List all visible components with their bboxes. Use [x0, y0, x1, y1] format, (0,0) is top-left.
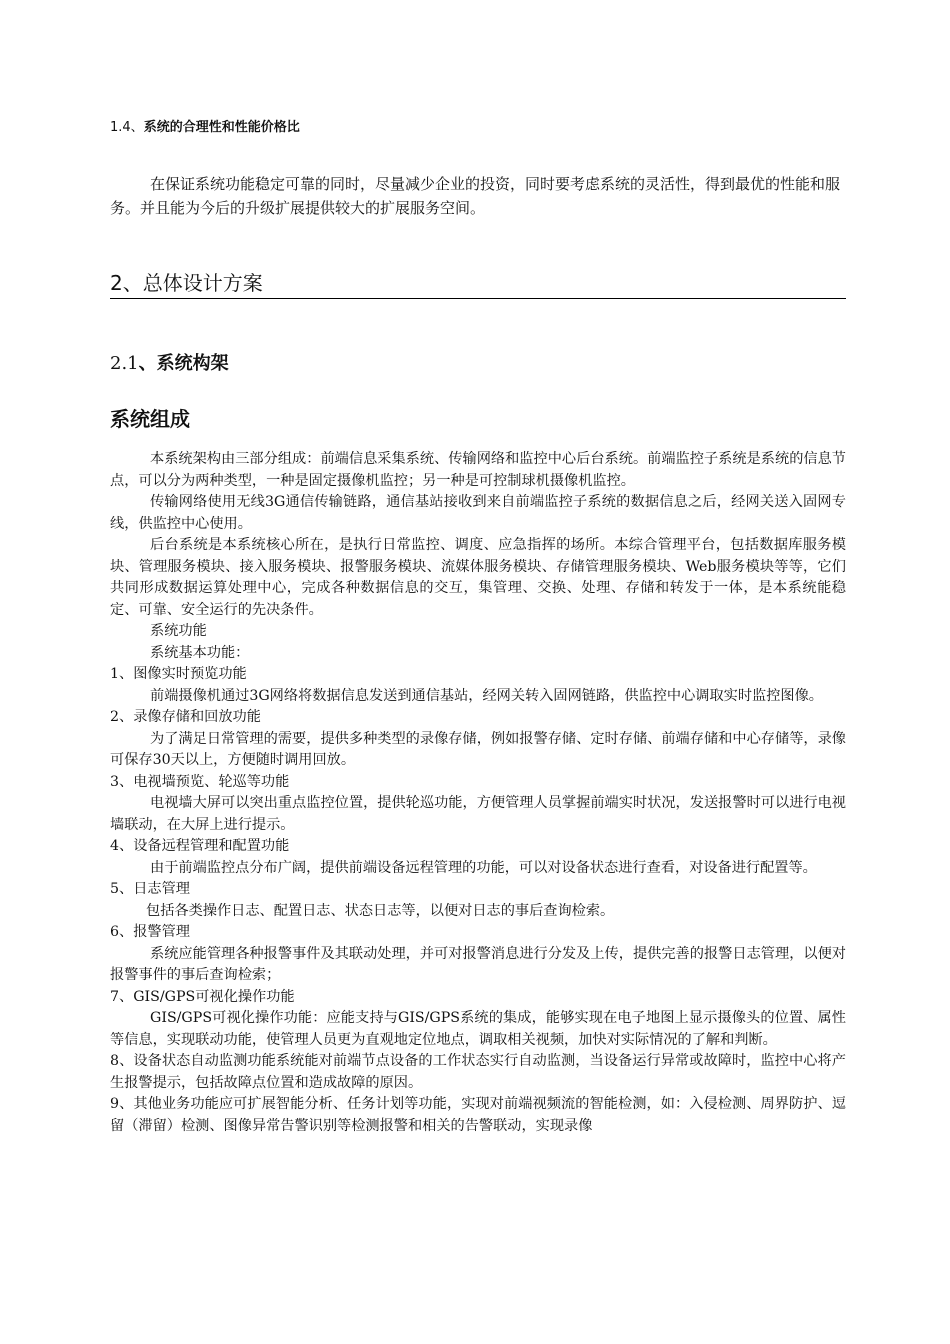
body-paragraph: 为了满足日常管理的需要，提供多种类型的录像存储，例如报警存储、定时存储、前端存储和中心存储等，录像可保存30天以上，方便随时调用回放。 — [110, 730, 846, 768]
section-2-heading: 2、总体设计方案 — [110, 268, 846, 299]
intro-paragraph: 在保证系统功能稳定可靠的同时，尽量减少企业的投资，同时要考虑系统的灵活性，得到最优的性能和服务。并且能为今后的升级扩展提供较大的扩展服务空间。 — [110, 175, 841, 217]
body-paragraph: 传输网络使用无线3G通信传输链路，通信基站接收到来自前端监控子系统的数据信息之后，经网关送入固网专线，供监控中心使用。 — [110, 494, 846, 532]
system-composition-heading: 系统组成 — [110, 407, 190, 431]
body-paragraph: 6、报警管理 — [110, 924, 190, 940]
body-paragraph: 5、日志管理 — [110, 881, 190, 897]
body-paragraph: 3、电视墙预览、轮巡等功能 — [110, 773, 290, 790]
body-paragraph: 前端摄像机通过3G网络将数据信息发送到通信基站，经网关转入固网链路，供监控中心调取实时监控图像。 — [150, 687, 823, 704]
body-paragraph: 本系统架构由三部分组成：前端信息采集系统、传输网络和监控中心后台系统。前端监控子系统是系统的信息节点，可以分为两种类型，一种是固定摄像机监控；另一种是可控制球机摄像机监控。 — [110, 451, 846, 489]
section-2-1-heading — [110, 350, 229, 378]
body-text — [110, 449, 846, 1137]
section-2-1-title: 、系统构架 — [138, 353, 229, 374]
body-paragraph: 8、设备状态自动监测功能系统能对前端节点设备的工作状态实行自动监测，当设备运行异常或故障时，监控中心将产生报警提示，包括故障点位置和造成故障的原因。 — [110, 1053, 846, 1091]
section-1-4-number: 1.4、 — [110, 120, 144, 135]
body-paragraph: 9、其他业务功能应可扩展智能分析、任务计划等功能，实现对前端视频流的智能检测，如：入侵检测、周界防护、逗留（滞留）检测、图像异常告警识别等检测报警和相关的告警联动，实现录像 — [110, 1096, 846, 1134]
body-paragraph: 包括各类操作日志、配置日志、状态日志等，以便对日志的事后查询检索。 — [146, 902, 615, 919]
body-paragraph: 系统应能管理各种报警事件及其联动处理，并可对报警消息进行分发及上传，提供完善的报警日志管理，以便对报警事件的事后查询检索； — [110, 945, 846, 983]
body-paragraph: 电视墙大屏可以突出重点监控位置，提供轮巡功能，方便管理人员掌握前端实时状况，发送报警时可以进行电视墙联动，在大屏上进行提示。 — [110, 795, 846, 833]
body-paragraph: 由于前端监控点分布广阔，提供前端设备远程管理的功能，可以对设备状态进行查看，对设备进行配置等。 — [150, 859, 817, 876]
body-paragraph: 7、GIS/GPS可视化操作功能 — [110, 988, 295, 1005]
section-1-4-heading — [110, 116, 300, 135]
body-paragraph: 4、设备远程管理和配置功能 — [110, 838, 290, 854]
body-paragraph: 1、图像实时预览功能 — [110, 666, 247, 682]
section-1-4-title: 系统的合理性和性能价格比 — [143, 120, 300, 135]
section-2-1-number: 2.1 — [110, 353, 139, 374]
body-paragraph: 2、录像存储和回放功能 — [110, 709, 261, 725]
body-paragraph: 系统功能 — [150, 623, 207, 639]
body-paragraph: 系统基本功能： — [150, 644, 250, 661]
body-paragraph: 后台系统是本系统核心所在，是执行日常监控、调度、应急指挥的场所。本综合管理平台，包括数据库服务模块、管理服务模块、接入服务模块、报警服务模块、流媒体服务模块、存储管理服务模块、Web服务模块等等，它们共同形成数据运算处理中心，完成各种数据信息的交互，集管理、交换、处理、存储和转发于一体，是本系统能稳定、可靠、安全运行的先决条件。 — [110, 537, 846, 618]
body-paragraph: GIS/GPS可视化操作功能：应能支持与GIS/GPS系统的集成，能够实现在电子地图上显示摄像头的位置、属性等信息，实现联动功能，使管理人员更为直观地定位地点，调取相关视频，加快对实际情况的了解和判断。 — [110, 1010, 846, 1048]
